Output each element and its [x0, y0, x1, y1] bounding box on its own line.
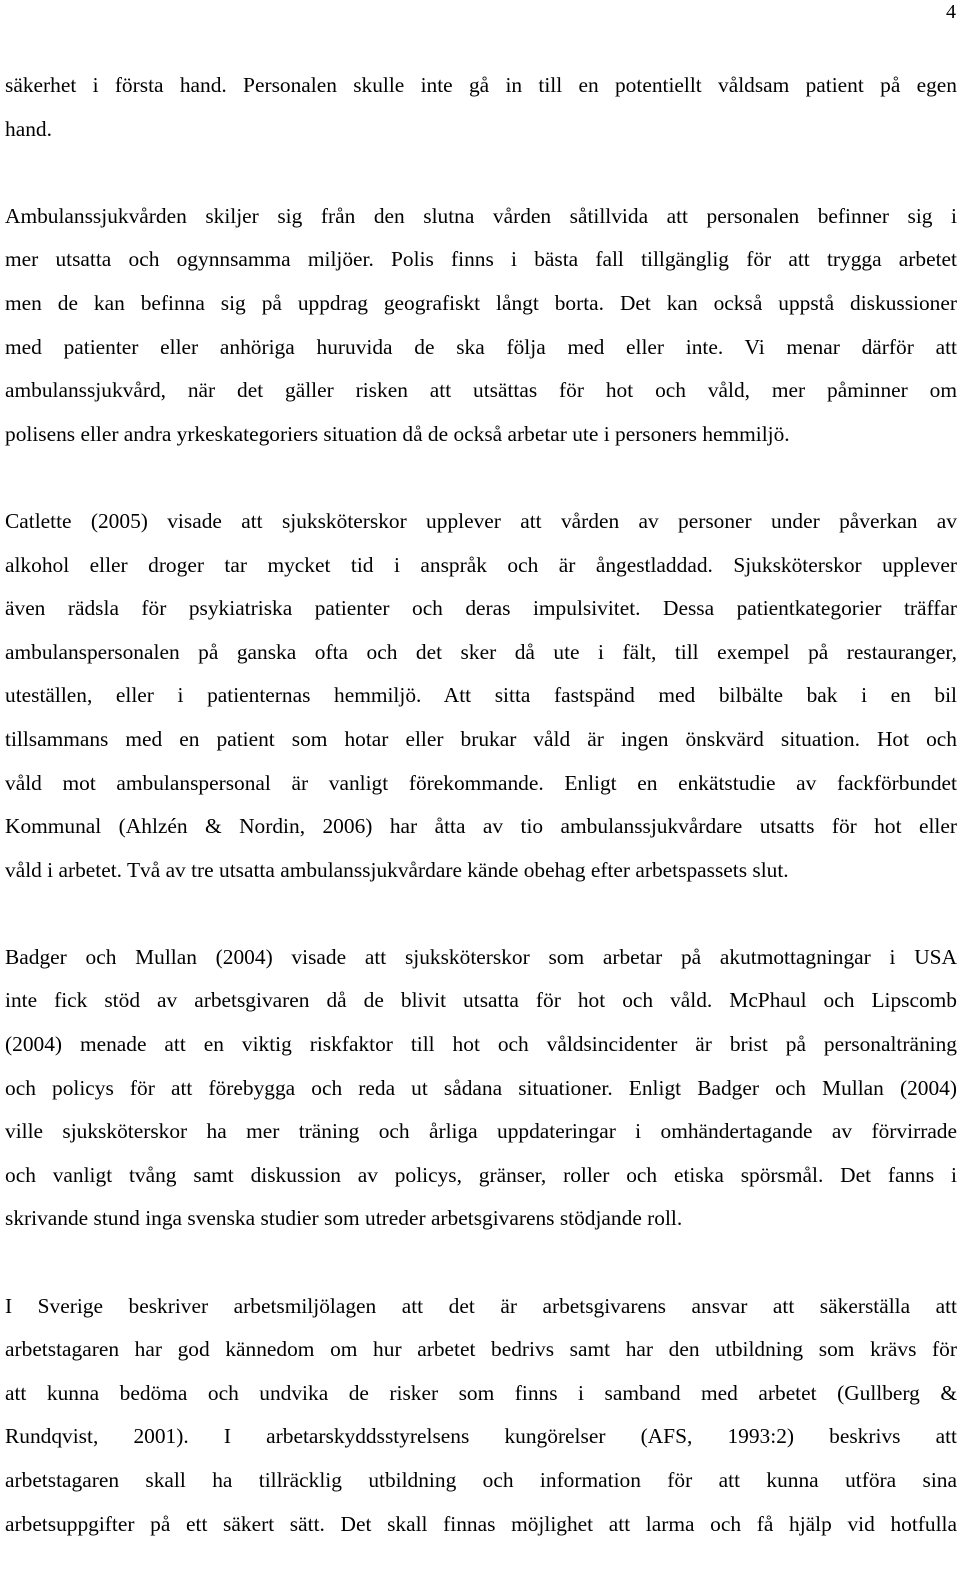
text-line: polisens eller andra yrkeskategoriers situation då de också arbetar ute i personers hemmiljö. [5, 421, 790, 446]
text-line: att kunna bedöma och undvika de risker som finns i samband med arbetet (Gullberg & [5, 1380, 957, 1405]
text-line: mer utsatta och ogynnsamma miljöer. Polis finns i bästa fall tillgänglig för att trygga arbetet [5, 247, 957, 272]
text-line: hand. [5, 116, 52, 141]
text-line: ville sjuksköterskor ha mer träning och årliga uppdateringar i omhändertagande av förvirrade [5, 1119, 957, 1144]
text-line: även rädsla för psykiatriska patienter och deras impulsivitet. Dessa patientkategorier träffar [5, 596, 957, 621]
page-body [5, 64, 957, 1590]
paragraph-2 [5, 195, 957, 457]
text-line: Badger och Mullan (2004) visade att sjuksköterskor som arbetar på akutmottagningar i USA [5, 944, 957, 969]
text-line: I Sverige beskriver arbetsmiljölagen att det är arbetsgivarens ansvar att säkerställa att [5, 1293, 957, 1318]
text-line: skrivande stund inga svenska studier som utreder arbetsgivarens stödjande roll. [5, 1206, 683, 1231]
paragraph-3 [5, 500, 957, 892]
paragraph-1 [5, 64, 957, 151]
paragraph-5 [5, 1285, 957, 1547]
text-line: arbetstagaren skall ha tillräcklig utbildning och information för att kunna utföra sina [5, 1468, 957, 1492]
text-line: ambulanssjukvård, när det gäller risken att utsättas för hot och våld, mer påminner om [5, 378, 957, 403]
page-number: 4 [946, 1, 956, 23]
text-line: Kommunal (Ahlzén & Nordin, 2006) har åtta av tio ambulanssjukvårdare utsatts för hot eller [5, 814, 957, 839]
text-line: (2004) menade att en viktig riskfaktor till hot och våldsincidenter är brist på personalträning [5, 1032, 957, 1057]
text-line: Catlette (2005) visade att sjuksköterskor upplever att vården av personer under påverkan av [5, 508, 957, 533]
text-line: arbetsuppgifter på ett säkert sätt. Det skall finnas möjlighet att larma och få hjälp vid hotfulla [5, 1511, 957, 1536]
text-line: alkohol eller droger tar mycket tid i anspråk och är ångestladdad. Sjuksköterskor upplever [5, 552, 957, 577]
text-line: tillsammans med en patient som hotar eller brukar våld är ingen önskvärd situation. Hot och [5, 726, 957, 751]
text-line: Ambulanssjukvården skiljer sig från den slutna vården såtillvida att personalen befinner sig i [5, 203, 957, 228]
text-line: med patienter eller anhöriga huruvida de ska följa med eller inte. Vi menar därför att [5, 334, 957, 359]
text-line: arbetstagaren har god kännedom om hur arbetet bedrivs samt har den utbildning som krävs för [5, 1337, 957, 1362]
text-line: och policys för att förebygga och reda ut sådana situationer. Enligt Badger och Mullan (2004) [5, 1075, 957, 1100]
text-line: säkerhet i första hand. Personalen skulle inte gå in till en potentiellt våldsam patient på egen [5, 73, 957, 97]
text-line: men de kan befinna sig på uppdrag geografiskt långt borta. Det kan också uppstå diskussioner [5, 290, 957, 315]
text-line: ambulanspersonalen på ganska ofta och det sker då ute i fält, till exempel på restauranger, [5, 639, 957, 664]
text-line: våld mot ambulanspersonal är vanligt förekommande. Enligt en enkätstudie av fackförbundet [5, 770, 957, 795]
text-line: och vanligt tvång samt diskussion av policys, gränser, roller och etiska spörsmål. Det fanns i [5, 1162, 957, 1187]
text-line: våld i arbetet. Två av tre utsatta ambulanssjukvårdare kände obehag efter arbetspassets slut. [5, 857, 789, 882]
text-line: inte fick stöd av arbetsgivaren då de blivit utsatta för hot och våld. McPhaul och Lipscomb [5, 988, 957, 1013]
text-line: Rundqvist, 2001). I arbetarskyddsstyrelsens kungörelser (AFS, 1993:2) beskrivs att [5, 1424, 957, 1449]
text-line: uteställen, eller i patienternas hemmiljö. Att sitta fastspänd med bilbälte bak i en bil [5, 683, 957, 708]
paragraph-4 [5, 936, 957, 1241]
